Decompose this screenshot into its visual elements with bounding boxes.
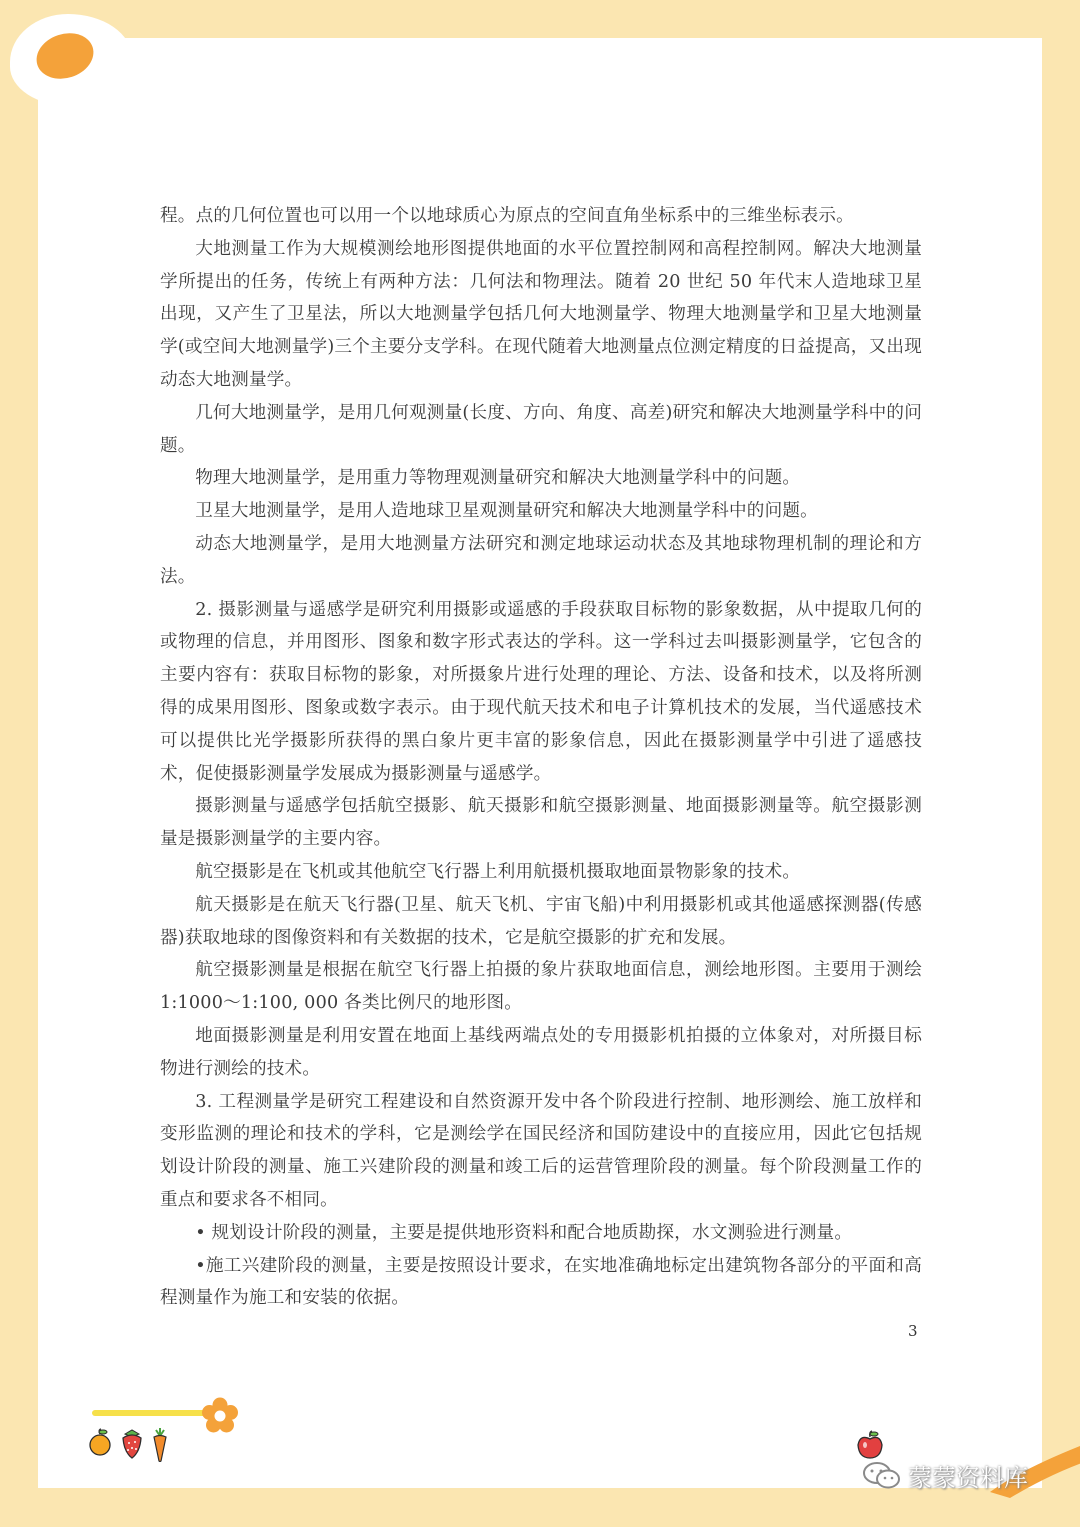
paragraph: 地面摄影测量是利用安置在地面上基线两端点处的专用摄影机拍摄的立体象对，对所摄目标物进行测绘的技术。	[160, 1025, 922, 1079]
paragraph: 物理大地测量学，是用重力等物理观测量研究和解决大地测量学科中的问题。	[195, 468, 801, 489]
flower-icon	[200, 1396, 240, 1436]
strawberry-icon	[120, 1428, 144, 1460]
paragraph: 摄影测量与遥感学包括航空摄影、航天摄影和航空摄影测量、地面摄影测量等。航空摄影测量是摄影测量学的主要内容。	[160, 796, 922, 850]
paragraph: 卫星大地测量学，是用人造地球卫星观测量研究和解决大地测量学科中的问题。	[195, 501, 818, 522]
bullet-item: •施工兴建阶段的测量，主要是按照设计要求，在实地准确地标定出建筑物各部分的平面和高程测量作为施工和安装的依据。	[160, 1255, 922, 1309]
apple-icon	[856, 1430, 884, 1460]
decorative-line	[92, 1410, 210, 1416]
paragraph: 航天摄影是在航天飞行器(卫星、航天飞机、宇宙飞船)中利用摄影机或其他遥感探测器(传感器)获取地球的图像资料和有关数据的技术，它是航空摄影的扩充和发展。	[160, 894, 922, 948]
document-body	[160, 200, 922, 1315]
paragraph: 程。点的几何位置也可以用一个以地球质心为原点的空间直角坐标系中的三维坐标表示。	[160, 206, 854, 226]
paragraph: 大地测量工作为大规模测绘地形图提供地面的水平位置控制网和高程控制网。解决大地测量学所提出的任务，传统上有两种方法：几何法和物理法。随着 20 世纪 50 年代末人造地球卫星出现，又产生了卫星法，所以大地测量学包括几何大地测量学、物理大地测量学和卫星大地测量学(或空间大地测量学)三个主要分支学科。在现代随着大地测量点位测定精度的日益提高，又出现动态大地测量学。	[160, 238, 922, 390]
watermark-text: 蒙蒙资料库	[908, 1464, 1028, 1492]
carrot-icon	[150, 1428, 170, 1462]
paragraph: 2. 摄影测量与遥感学是研究利用摄影或遥感的手段获取目标物的影象数据，从中提取几何的或物理的信息，并用图形、图象和数字形式表达的学科。这一学科过去叫摄影测量学，它包含的主要内容有：获取目标物的影象，对所摄象片进行处理的理论、方法、设备和技术，以及将所测得的成果用图形、图象或数字表示。由于现代航天技术和电子计算机技术的发展，当代遥感技术可以提供比光学摄影所获得的黑白象片更丰富的影象信息，因此在摄影测量学中引进了遥感技术，促使摄影测量学发展成为摄影测量与遥感学。	[160, 599, 922, 784]
paragraph: 航空摄影测量是根据在航空飞行器上拍摄的象片获取地面信息，测绘地形图。主要用于测绘 1:1000～1:100, 000 各类比例尺的地形图。	[160, 960, 922, 1014]
paragraph: 动态大地测量学，是用大地测量方法研究和测定地球运动状态及其地球物理机制的理论和方法。	[160, 533, 922, 587]
watermark	[862, 1458, 1028, 1493]
orange-fruit-icon	[88, 1428, 112, 1458]
paragraph: 航空摄影是在飞机或其他航空飞行器上利用航摄机摄取地面景物影象的技术。	[195, 861, 801, 882]
paragraph: 3. 工程测量学是研究工程建设和自然资源开发中各个阶段进行控制、地形测绘、施工放样和变形监测的理论和技术的学科，它是测绘学在国民经济和国防建设中的直接应用，因此它包括规划设计阶段的测量、施工兴建阶段的测量和竣工后的运营管理阶段的测量。每个阶段测量工作的重点和要求各不相同。	[160, 1091, 922, 1210]
wechat-icon	[862, 1461, 902, 1491]
page-number: 3	[908, 1322, 918, 1340]
bullet-item: • 规划设计阶段的测量，主要是提供地形资料和配合地质勘探，水文测验进行测量。	[195, 1222, 853, 1243]
paragraph: 几何大地测量学，是用几何观测量(长度、方向、角度、高差)研究和解决大地测量学科中的问题。	[160, 402, 922, 456]
